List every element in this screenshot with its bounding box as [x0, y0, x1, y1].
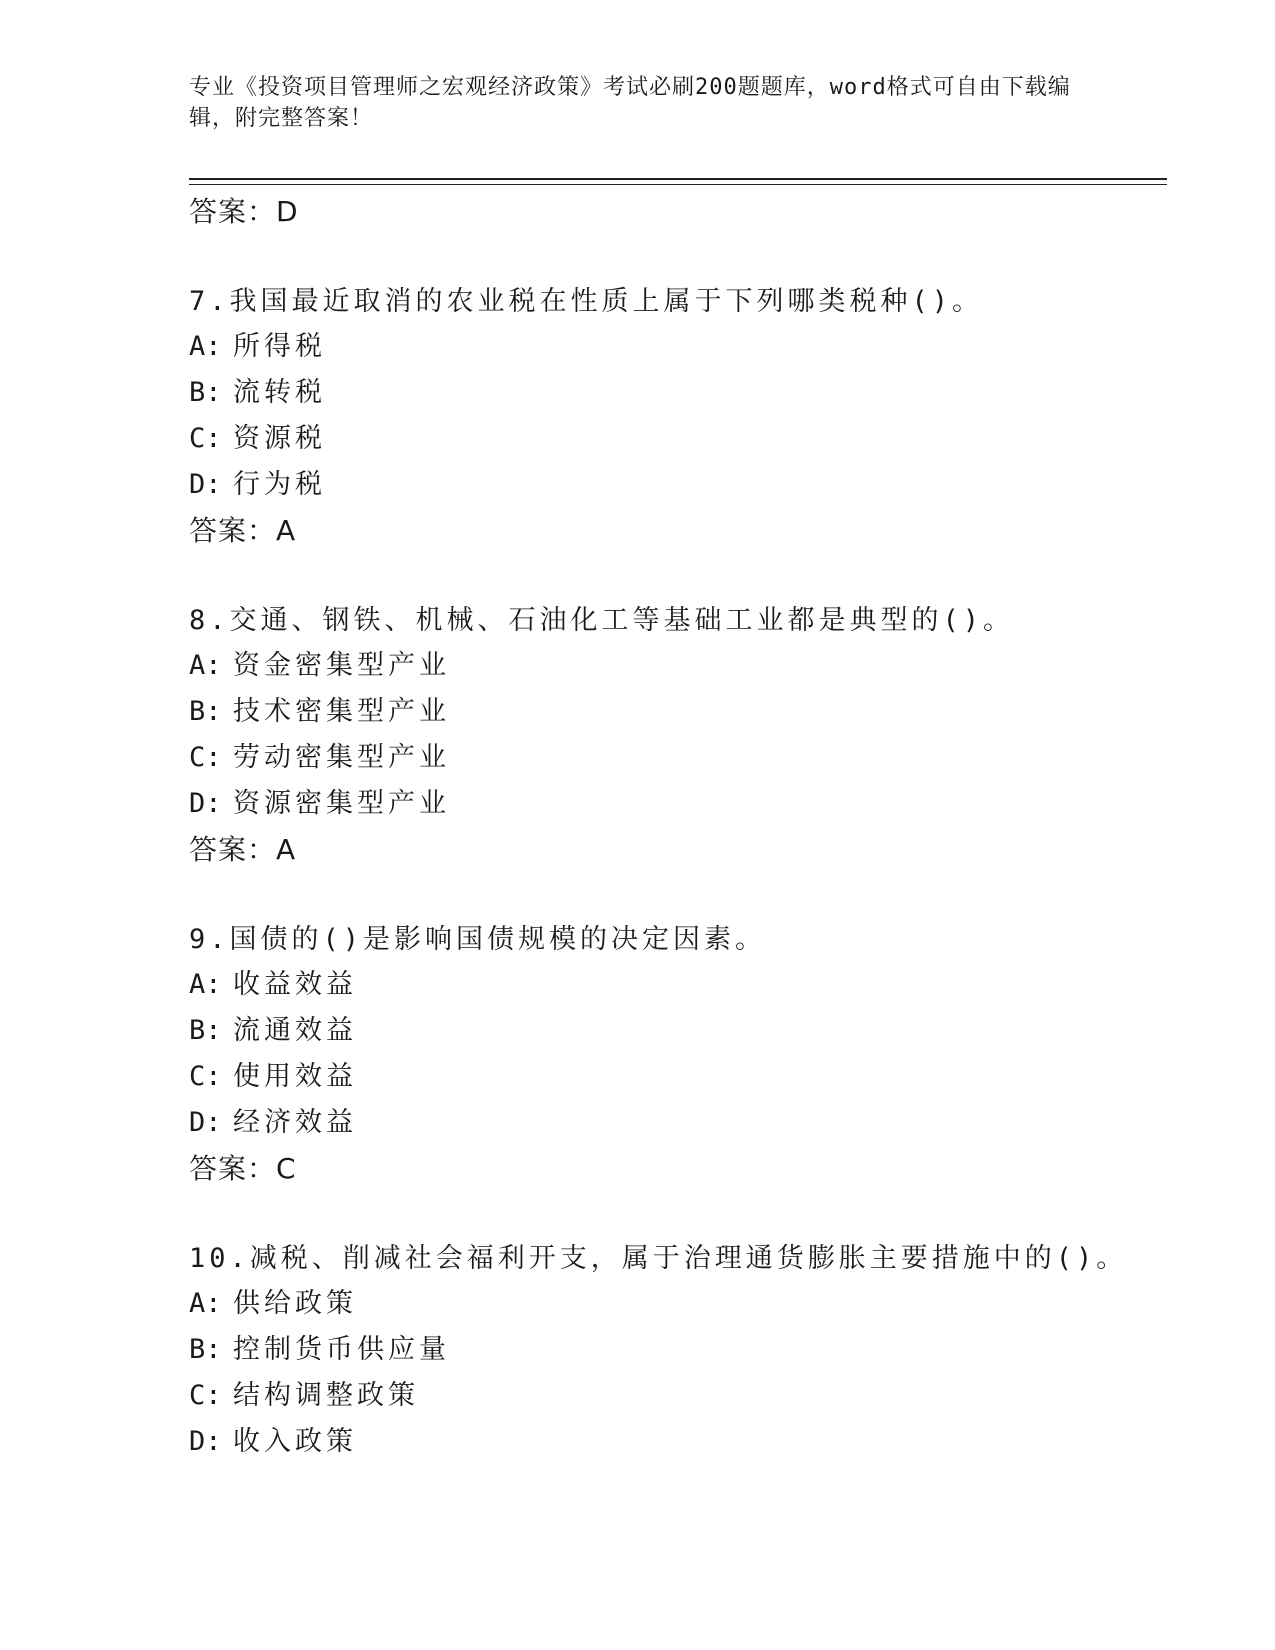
- option-a: [189, 643, 1167, 689]
- option-text: 使用效益: [233, 1061, 357, 1092]
- option-text: 控制货币供应量: [233, 1334, 450, 1365]
- option-key: A:: [189, 331, 222, 362]
- option-text: 行为税: [233, 469, 326, 500]
- answer-line: 答案：A: [189, 833, 297, 866]
- option-text: 流通效益: [233, 1015, 357, 1046]
- header-text: 专业《投资项目管理师之宏观经济政策》考试必刷200题题库，word格式可自由下载编辑，附完整答案！: [189, 75, 1071, 131]
- option-key: B:: [189, 1015, 222, 1046]
- spacer: [189, 235, 1167, 279]
- option-key: C:: [189, 742, 222, 773]
- option-key: D:: [189, 788, 222, 819]
- option-d: [189, 1100, 1167, 1146]
- option-key: D:: [189, 1107, 222, 1138]
- option-c: [189, 735, 1167, 781]
- option-key: A:: [189, 650, 222, 681]
- option-key: B:: [189, 696, 222, 727]
- spacer: [189, 554, 1167, 598]
- option-text: 结构调整政策: [233, 1380, 419, 1411]
- option-b: [189, 1008, 1167, 1054]
- option-text: 经济效益: [233, 1107, 357, 1138]
- option-key: D:: [189, 1426, 222, 1457]
- option-key: C:: [189, 1061, 222, 1092]
- option-text: 技术密集型产业: [233, 696, 450, 727]
- option-key: D:: [189, 469, 222, 500]
- option-text: 收益效益: [233, 969, 357, 1000]
- option-key: C:: [189, 1380, 222, 1411]
- option-text: 收入政策: [233, 1426, 357, 1457]
- option-key: B:: [189, 377, 222, 408]
- option-text: 流转税: [233, 377, 326, 408]
- option-text: 所得税: [233, 331, 326, 362]
- option-text: 供给政策: [233, 1288, 357, 1319]
- answer-line: 答案：A: [189, 514, 297, 547]
- option-d: [189, 1419, 1167, 1465]
- question-text: 10.减税、削减社会福利开支，属于治理通货膨胀主要措施中的()。: [189, 1243, 1128, 1274]
- option-key: C:: [189, 423, 222, 454]
- option-key: A:: [189, 1288, 222, 1319]
- option-c: [189, 416, 1167, 462]
- spacer: [189, 1192, 1167, 1236]
- option-a: [189, 962, 1167, 1008]
- option-text: 资源密集型产业: [233, 788, 450, 819]
- header-rule-thin: [189, 184, 1167, 185]
- option-b: [189, 689, 1167, 735]
- option-text: 资源税: [233, 423, 326, 454]
- option-b: [189, 1327, 1167, 1373]
- option-a: [189, 1281, 1167, 1327]
- option-text: 劳动密集型产业: [233, 742, 450, 773]
- question-list: [189, 189, 1167, 1465]
- document-header: [189, 72, 1089, 134]
- option-key: A:: [189, 969, 222, 1000]
- answer-line: 答案：C: [189, 1152, 297, 1185]
- header-rule-thick: [189, 178, 1167, 180]
- option-key: B:: [189, 1334, 222, 1365]
- spacer: [189, 873, 1167, 917]
- question-text: 9.国债的()是影响国债规模的决定因素。: [189, 924, 767, 955]
- option-d: [189, 781, 1167, 827]
- option-c: [189, 1054, 1167, 1100]
- option-b: [189, 370, 1167, 416]
- question-text: 8.交通、钢铁、机械、石油化工等基础工业都是典型的()。: [189, 605, 1015, 636]
- answer-line: 答案：D: [189, 195, 299, 228]
- question-text: 7.我国最近取消的农业税在性质上属于下列哪类税种()。: [189, 286, 984, 317]
- option-text: 资金密集型产业: [233, 650, 450, 681]
- option-c: [189, 1373, 1167, 1419]
- option-a: [189, 324, 1167, 370]
- option-d: [189, 462, 1167, 508]
